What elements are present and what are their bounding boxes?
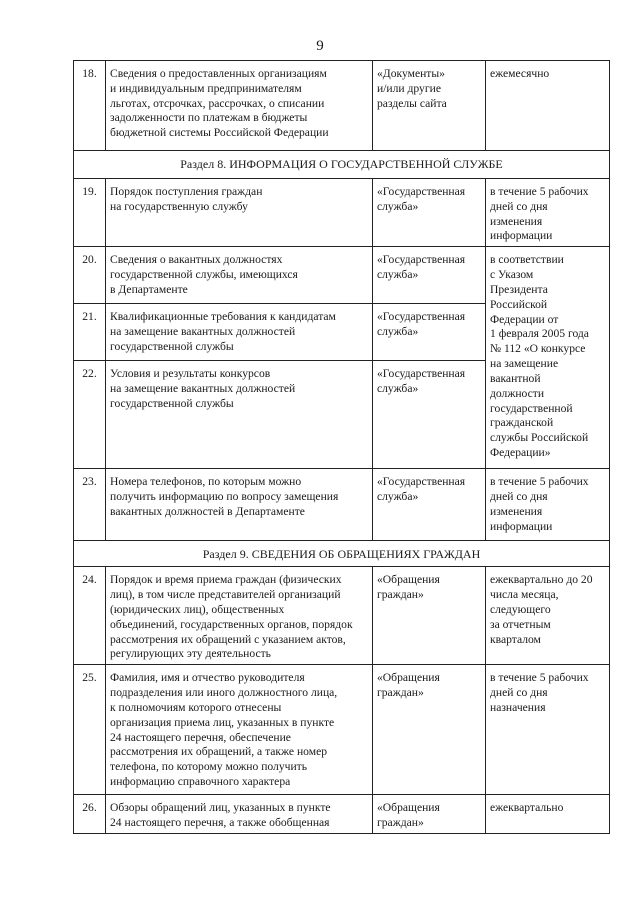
row-site-section bbox=[373, 304, 486, 361]
row-period-merged bbox=[486, 247, 610, 469]
row-description-text: Порядок и время приема граждан (физических лиц), в том числе представителей организаций (юридических лиц), общественных объединений, государственных органов, порядок рассмотрения их обращений с указанием актов, регулирующих эту деятельность bbox=[110, 573, 353, 661]
section-9-title: Раздел 9. СВЕДЕНИЯ ОБ ОБРАЩЕНИЯХ ГРАЖДАН bbox=[74, 541, 610, 567]
row-description-text: Сведения о вакантных должностях государственной службы, имеющихся в Департаменте bbox=[110, 253, 298, 296]
row-number: 21. bbox=[74, 304, 106, 361]
row-description bbox=[106, 179, 373, 247]
page-number: 9 bbox=[316, 38, 324, 54]
information-table bbox=[73, 60, 610, 834]
row-site-section bbox=[373, 567, 486, 665]
row-number: 22. bbox=[74, 361, 106, 469]
row-period-merged-text: в соответствии с Указом Президента Российской Федерации от 1 февраля 2005 года № 112 «О конкурсе на замещение вакантной должности государственной гражданской службы Российской Федерации» bbox=[490, 253, 589, 460]
row-site-section-text: «Документы» и/или другие разделы сайта bbox=[377, 67, 447, 110]
table-row bbox=[74, 795, 610, 834]
row-site-section-text: «Обращения граждан» bbox=[377, 573, 440, 602]
row-period-text: ежемесячно bbox=[490, 67, 550, 80]
row-site-section-text: «Государственная служба» bbox=[377, 253, 466, 282]
row-period bbox=[486, 795, 610, 834]
row-description-text: Номера телефонов, по которым можно получить информацию по вопросу замещения вакантных должностей в Департаменте bbox=[110, 475, 339, 518]
row-description-text: Порядок поступления граждан на государственную службу bbox=[110, 185, 263, 213]
row-site-section bbox=[373, 361, 486, 469]
table-row bbox=[74, 61, 610, 151]
row-description bbox=[106, 795, 373, 834]
row-number: 26. bbox=[74, 795, 106, 834]
row-description bbox=[106, 247, 373, 304]
row-description-text: Фамилия, имя и отчество руководителя подразделения или иного должностного лица, к полномочиям которого отнесены организация приема лиц, указанных в пункте 24 настоящего перечня, обеспечение рассмотрения их обращений, а также номер телефона, по которому можно получить информацию справочного характера bbox=[110, 671, 338, 789]
row-period bbox=[486, 61, 610, 151]
row-period-text: ежеквартально bbox=[490, 801, 564, 815]
row-description bbox=[106, 361, 373, 469]
row-site-section bbox=[373, 795, 486, 834]
row-description bbox=[106, 665, 373, 795]
row-site-section bbox=[373, 665, 486, 795]
row-description bbox=[106, 304, 373, 361]
row-number: 25. bbox=[74, 665, 106, 795]
row-site-section bbox=[373, 61, 486, 151]
row-site-section-text: «Государственная служба» bbox=[377, 475, 466, 504]
row-site-section bbox=[373, 179, 486, 247]
row-description bbox=[106, 61, 373, 151]
row-period-text: в течение 5 рабочих дней со дня назначения bbox=[490, 671, 589, 714]
table-row bbox=[74, 247, 610, 304]
section-8-title: Раздел 8. ИНФОРМАЦИЯ О ГОСУДАРСТВЕННОЙ СЛУЖБЕ bbox=[74, 151, 610, 179]
row-period-text: ежеквартально до 20 числа месяца, следующего за отчетным кварталом bbox=[490, 573, 593, 646]
row-number: 18. bbox=[74, 61, 106, 151]
row-description-text: Условия и результаты конкурсов на замещение вакантных должностей государственной службы bbox=[110, 367, 296, 410]
row-period bbox=[486, 179, 610, 247]
row-site-section-text: «Государственная служба» bbox=[377, 367, 466, 396]
row-site-section bbox=[373, 469, 486, 541]
row-description-text: Сведения о предоставленных организациям и индивидуальным предпринимателям льготах, отсрочках, рассрочках, о списании задолженности по платежам в бюджеты бюджетной системы Российской Федерации bbox=[110, 67, 329, 140]
row-number: 20. bbox=[74, 247, 106, 304]
row-period-text: в течение 5 рабочих дней со дня изменения информации bbox=[490, 475, 589, 533]
section-row bbox=[74, 541, 610, 567]
row-description-text: Квалификационные требования к кандидатам на замещение вакантных должностей государственной службы bbox=[110, 310, 336, 353]
row-number: 24. bbox=[74, 567, 106, 665]
row-site-section bbox=[373, 247, 486, 304]
table-row bbox=[74, 567, 610, 665]
row-period-text: в течение 5 рабочих дней со дня изменения информации bbox=[490, 185, 589, 243]
row-description bbox=[106, 567, 373, 665]
row-period bbox=[486, 469, 610, 541]
row-description-text: Обзоры обращений лиц, указанных в пункте 24 настоящего перечня, а также обобщенная bbox=[110, 801, 331, 830]
row-number: 23. bbox=[74, 469, 106, 541]
row-site-section-text: «Государственная служба» bbox=[377, 310, 466, 339]
row-site-section-text: «Государственная служба» bbox=[377, 185, 466, 213]
section-row bbox=[74, 151, 610, 179]
table-row bbox=[74, 179, 610, 247]
table-row bbox=[74, 665, 610, 795]
row-site-section-text: «Обращения граждан» bbox=[377, 801, 440, 830]
table-row bbox=[74, 469, 610, 541]
row-site-section-text: «Обращения граждан» bbox=[377, 671, 440, 700]
row-period bbox=[486, 665, 610, 795]
row-period bbox=[486, 567, 610, 665]
row-description bbox=[106, 469, 373, 541]
row-number: 19. bbox=[74, 179, 106, 247]
